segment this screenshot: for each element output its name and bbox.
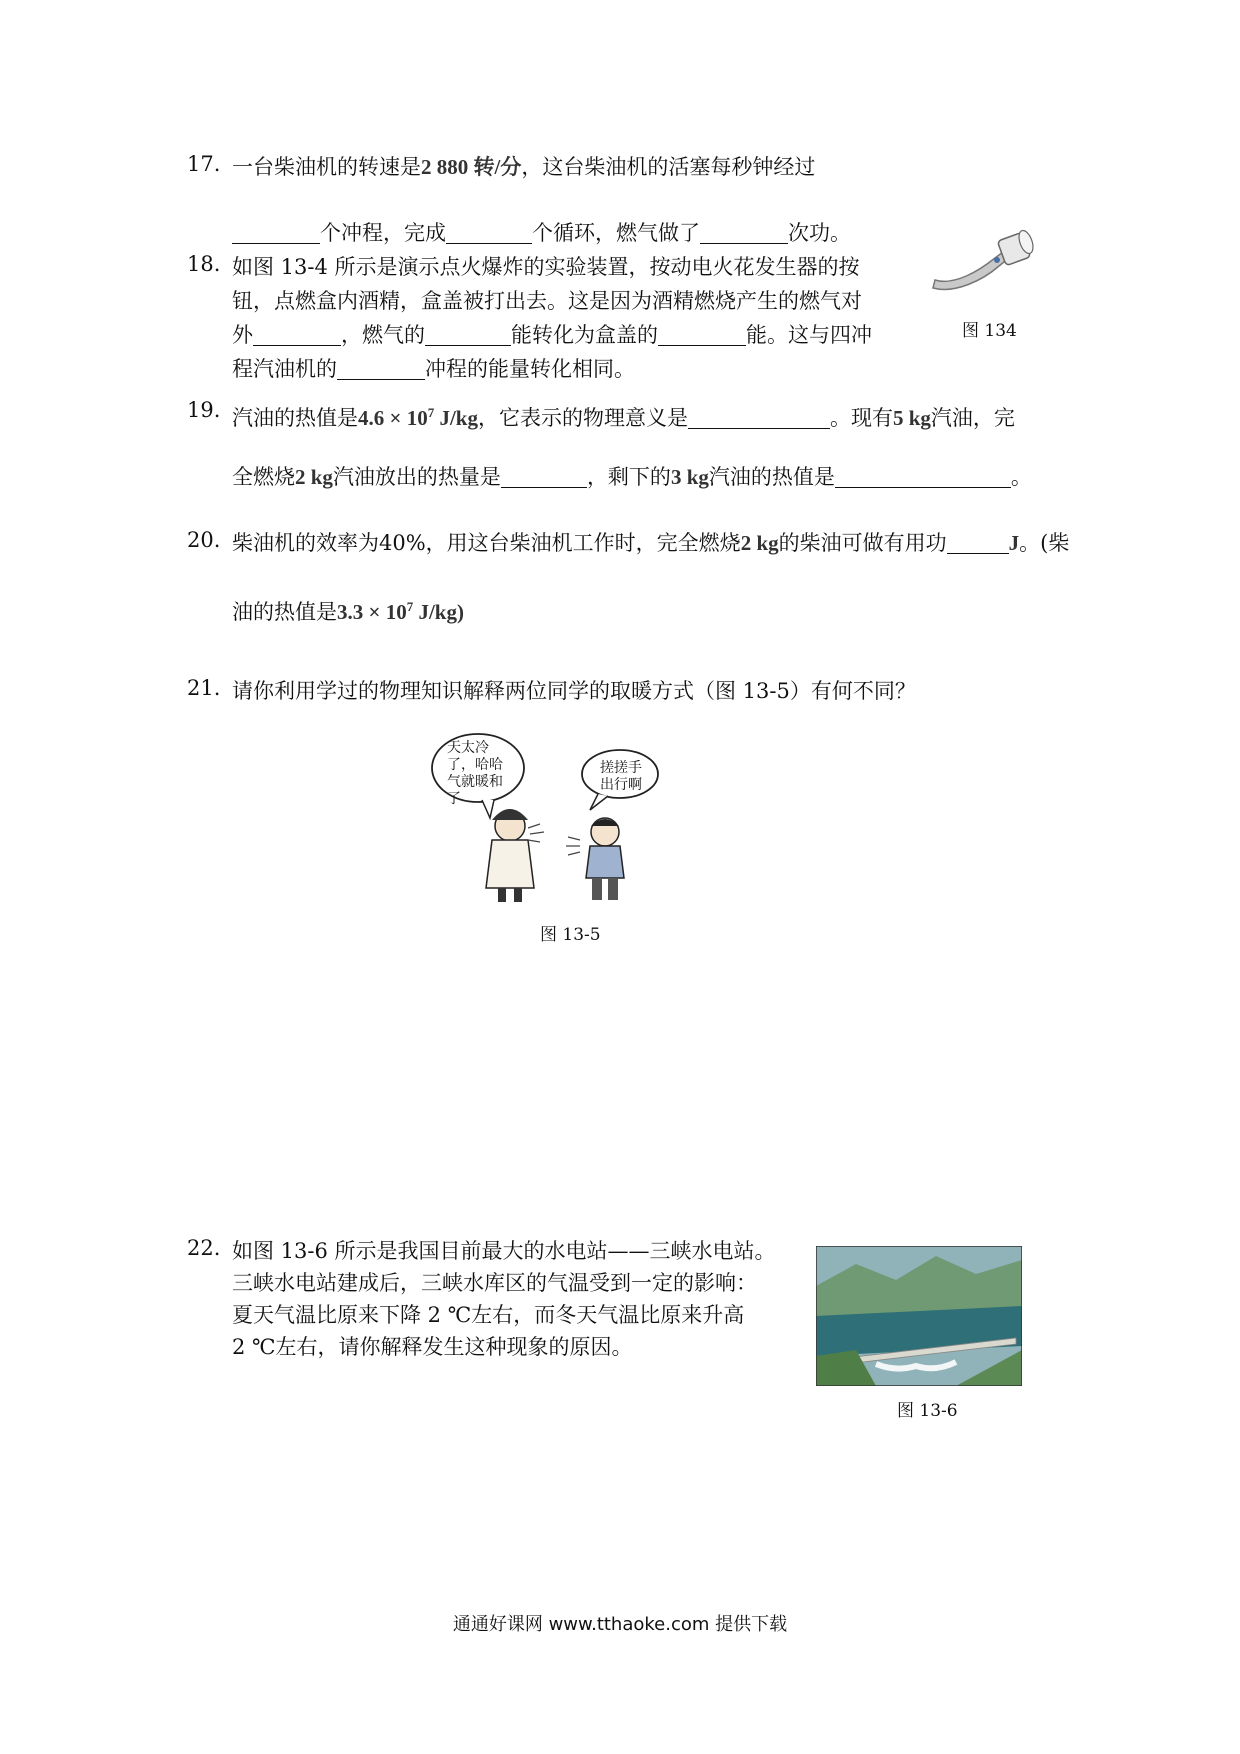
question-number: 21. (187, 676, 221, 700)
question-number: 18. (187, 252, 221, 276)
question-19-line-1: 汽油的热值是$4.6 \times 10^7$ J/kg，它表示的物理意义是 。现有5 kg汽油，完 (232, 405, 1015, 430)
rpm-value: 2 880 转/分 (421, 155, 522, 179)
question-22-line-4: 2 ℃左右，请你解释发生这种现象的原因。 (232, 1335, 633, 1359)
question-18-line-2: 钮，点燃盒内酒精，盒盖被打出去。这是因为酒精燃烧产生的燃气对 (232, 289, 862, 313)
question-20-line-2: 油的热值是$3.3 \times 10^7$ J/kg) (232, 599, 464, 624)
answer-blank[interactable] (835, 465, 1011, 488)
answer-blank[interactable] (947, 531, 1009, 554)
answer-blank[interactable] (700, 221, 788, 244)
question-17-line-2: 个冲程，完成 个循环，燃气做了 次功。 (232, 218, 851, 248)
question-17-line-1: 一台柴油机的转速是2 880 转/分，这台柴油机的活塞每秒钟经过 (232, 155, 816, 179)
answer-blank[interactable] (446, 221, 532, 244)
answer-blank[interactable] (253, 323, 341, 346)
answer-blank[interactable] (425, 323, 511, 346)
question-22-line-2: 三峡水电站建成后，三峡水库区的气温受到一定的影响： (232, 1271, 757, 1295)
question-22-line-3: 夏天气温比原来下降 2 ℃左右，而冬天气温比原来升高 (232, 1303, 745, 1327)
answer-blank[interactable] (501, 465, 587, 488)
speech-bubble-left: 天太冷了，哈哈气就暖和了 (447, 740, 503, 807)
question-18-line-1: 如图 13-4 所示是演示点火爆炸的实验装置，按动电火花发生器的按 (232, 255, 860, 279)
figure-caption: 图 13-6 (897, 1401, 958, 1421)
question-20-line-1: 柴油机的效率为40%，用这台柴油机工作时，完全燃烧2 kg的柴油可做有用功 J。(柴 (232, 531, 1070, 555)
question-19-line-2: 全燃烧2 kg汽油放出的热量是 ，剩下的3 kg汽油的热值是 。 (232, 465, 1032, 489)
question-number: 19. (187, 398, 221, 422)
answer-blank[interactable] (232, 221, 320, 244)
figure-caption: 图 134 (962, 321, 1017, 341)
answer-blank[interactable] (688, 406, 830, 429)
question-number: 17. (187, 152, 221, 176)
question-21-text: 请你利用学过的物理知识解释两位同学的取暖方式（图 13-5）有何不同？ (232, 679, 916, 703)
three-gorges-dam-photo (816, 1246, 1022, 1386)
heat-value: $4.6 \times 10^7$ J/kg (358, 405, 478, 430)
question-number: 20. (187, 528, 221, 552)
speech-bubble-right: 搓搓手出行啊 (600, 760, 642, 793)
question-18-line-3: 外 ，燃气的 能转化为盒盖的 能。这与四冲 (232, 323, 872, 347)
figure-caption: 图 13-5 (540, 925, 601, 945)
answer-blank[interactable] (337, 357, 425, 380)
spark-igniter-figure (925, 218, 1045, 298)
heat-value: $3.3 \times 10^7$ J/kg) (337, 599, 464, 624)
question-22-line-1: 如图 13-6 所示是我国目前最大的水电站——三峡水电站。 (232, 1239, 776, 1263)
answer-blank[interactable] (658, 323, 746, 346)
question-number: 22. (187, 1236, 221, 1260)
question-18-line-4: 程汽油机的 冲程的能量转化相同。 (232, 357, 635, 381)
footer-source: 通通好课网 www.tthaoke.com 提供下载 (452, 1614, 788, 1635)
